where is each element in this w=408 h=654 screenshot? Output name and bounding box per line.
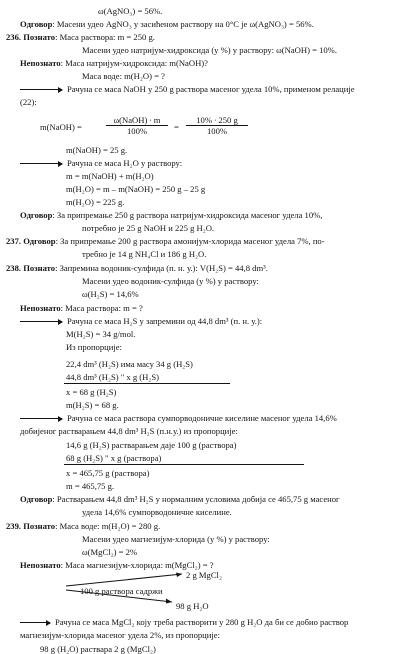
text-line: Масени удео водоник-сулфида (у %) у раствору: xyxy=(82,276,259,286)
diagram-line-up xyxy=(66,574,182,586)
text-line: Рачуна се маса MgCl₂ коју треба растворити у 280 g H₂O да би се добио раствор xyxy=(55,617,349,627)
problem-237-answer xyxy=(6,236,325,246)
proportion-row: 44,8 dm³ (H₂S) " x g (H₂S) xyxy=(66,372,159,382)
answer-block xyxy=(20,494,340,504)
proportion-row: 22,4 dm³ (H₂S) има масу 34 g (H₂S) xyxy=(66,359,193,369)
text-line: Из пропорције: xyxy=(66,342,122,352)
text: : Растварањем 44,8 dm³ H₂S у нормалним условима добија се 465,75 g масеног xyxy=(52,494,340,504)
label: Познато xyxy=(23,32,56,42)
text: : За припремање 200 g раствора амонијум-хлорида масеног удела 7%, по- xyxy=(55,236,325,246)
answer-block xyxy=(20,19,314,29)
arrow-head-icon xyxy=(166,599,172,604)
proportion-rule xyxy=(64,464,304,465)
text: : Запремина водоник-сулфида (п. н. у.): V(H₂S) = 44,8 dm³. xyxy=(55,263,268,273)
label: Одговор xyxy=(20,19,53,29)
text-line: m = m(NaOH) + m(H₂O) xyxy=(66,171,154,181)
numerator: 10% ∙ 250 g xyxy=(186,115,248,126)
label: Познато xyxy=(23,263,56,273)
text: : За припремање 250 g раствора натријум-хидроксида масеног удела 10%, xyxy=(52,210,323,220)
diagram-label-middle: 100 g раствора садржи xyxy=(80,586,163,596)
text-line: магнезијум-хлорида масеног удела 2%, из пропорције: xyxy=(20,630,220,640)
text: : Маса натријум-хидроксида: m(NaOH)? xyxy=(60,58,208,68)
text-line: добијеног растварањем 44,8 dm³ H₂S (п.н.у.) из пропорције: xyxy=(20,426,238,436)
text: : Маса раствора: m = ? xyxy=(60,303,143,313)
text-line: (22): xyxy=(20,97,37,107)
problem-238-given xyxy=(6,263,268,273)
denominator: 100% xyxy=(126,126,148,137)
text-line: Рачуна се маса NaOH у 250 g раствора масеног удела 10%, применом релације xyxy=(67,84,355,94)
numerator: ω(NaOH) ∙ m xyxy=(106,115,168,126)
label: Непознато xyxy=(20,560,61,570)
text-line: m(H₂S) = 68 g. xyxy=(66,400,119,410)
problem-236-given xyxy=(6,32,155,42)
label: Одговор xyxy=(23,236,56,246)
text: : Масени удео AgNO₃ у засићеном раствору на 0°C је ω(AgNO₃) = 56%. xyxy=(52,19,314,29)
label: Познато xyxy=(23,521,56,531)
text-line: m(H₂O) = m – m(NaOH) = 250 g – 25 g xyxy=(66,184,206,194)
text-line: M(H₂S) = 34 g/mol. xyxy=(66,329,136,339)
problem-239-given xyxy=(6,521,160,531)
text-line: требно је 14 g NH₄Cl и 186 g H₂O. xyxy=(82,249,207,259)
right-arrow-icon xyxy=(20,418,62,419)
text-line: Рачуна се маса раствора сумпорводоничне киселине масеног удела 14,6% xyxy=(67,413,337,423)
text-line: m = 465,75 g. xyxy=(66,481,115,491)
diagram-label-bottom: 98 g H₂O xyxy=(176,601,209,611)
text: : Маса раствора: m = 250 g. xyxy=(55,32,155,42)
text-line: m(NaOH) = 25 g. xyxy=(66,145,128,155)
text-line: Масени удео магнезијум-хлорида (у %) у раствору: xyxy=(82,534,270,544)
fraction xyxy=(106,115,168,137)
proportion-row: 14,6 g (H₂S) растварањем даје 100 g (раствора) xyxy=(66,440,237,450)
text-line: m(H₂O) = 225 g. xyxy=(66,197,125,207)
proportion-rule xyxy=(64,383,230,384)
right-arrow-icon xyxy=(20,89,62,90)
equals-sign: = xyxy=(174,122,179,132)
right-arrow-icon xyxy=(20,163,62,164)
text-line: ω(MgCl₂) = 2% xyxy=(82,547,138,557)
arrow-head-icon xyxy=(176,573,182,578)
text-line: 98 g (H₂O) раствара 2 g (MgCl₂) xyxy=(40,644,156,654)
text-line: Маса воде: m(H₂O) = ? xyxy=(82,71,165,81)
denominator: 100% xyxy=(206,126,228,137)
problem-number: 239. xyxy=(6,521,22,531)
proportion-row: 68 g (H₂S) " x g (раствора) xyxy=(66,453,162,463)
text-line: удела 14,6% сумпорводоничне киселине. xyxy=(82,507,232,517)
right-arrow-icon xyxy=(20,622,50,623)
answer-block xyxy=(20,210,322,220)
label: Непознато xyxy=(20,58,61,68)
problem-number: 236. xyxy=(6,32,22,42)
text: : Маса магнезијум-хлорида: m(MgCl₂) = ? xyxy=(60,560,214,570)
text-line: Рачуна се маса H₂S у запремини од 44,8 dm³ (п. н. у.): xyxy=(67,316,263,326)
text-line: потребно је 25 g NaOH и 225 g H₂O. xyxy=(82,223,215,233)
unknown-block xyxy=(20,58,208,68)
diagram-label-top: 2 g MgCl₂ xyxy=(186,570,222,580)
text: : Маса воде: m(H₂O) = 280 g. xyxy=(55,521,161,531)
text-line: x = 465,75 g (раствора) xyxy=(66,468,150,478)
unknown-block xyxy=(20,303,143,313)
text-line: x = 68 g (H₂S) xyxy=(66,387,117,397)
label: Одговор xyxy=(20,210,53,220)
label: Одговор xyxy=(20,494,53,504)
equation-left: m(NaOH) = xyxy=(40,122,82,132)
text-line: Масени удео натријум-хидроксида (у %) у раствору: ω(NaOH) = 10%. xyxy=(82,45,337,55)
label: Непознато xyxy=(20,303,61,313)
fraction xyxy=(186,115,248,137)
problem-number: 238. xyxy=(6,263,22,273)
problem-number: 237. xyxy=(6,236,22,246)
answer-line: ω(AgNO₃) = 56%. xyxy=(98,6,163,16)
text-line: Рачуна се маса H₂O у раствору: xyxy=(67,158,183,168)
right-arrow-icon xyxy=(20,321,62,322)
text-line: ω(H₂S) = 14,6% xyxy=(82,289,139,299)
